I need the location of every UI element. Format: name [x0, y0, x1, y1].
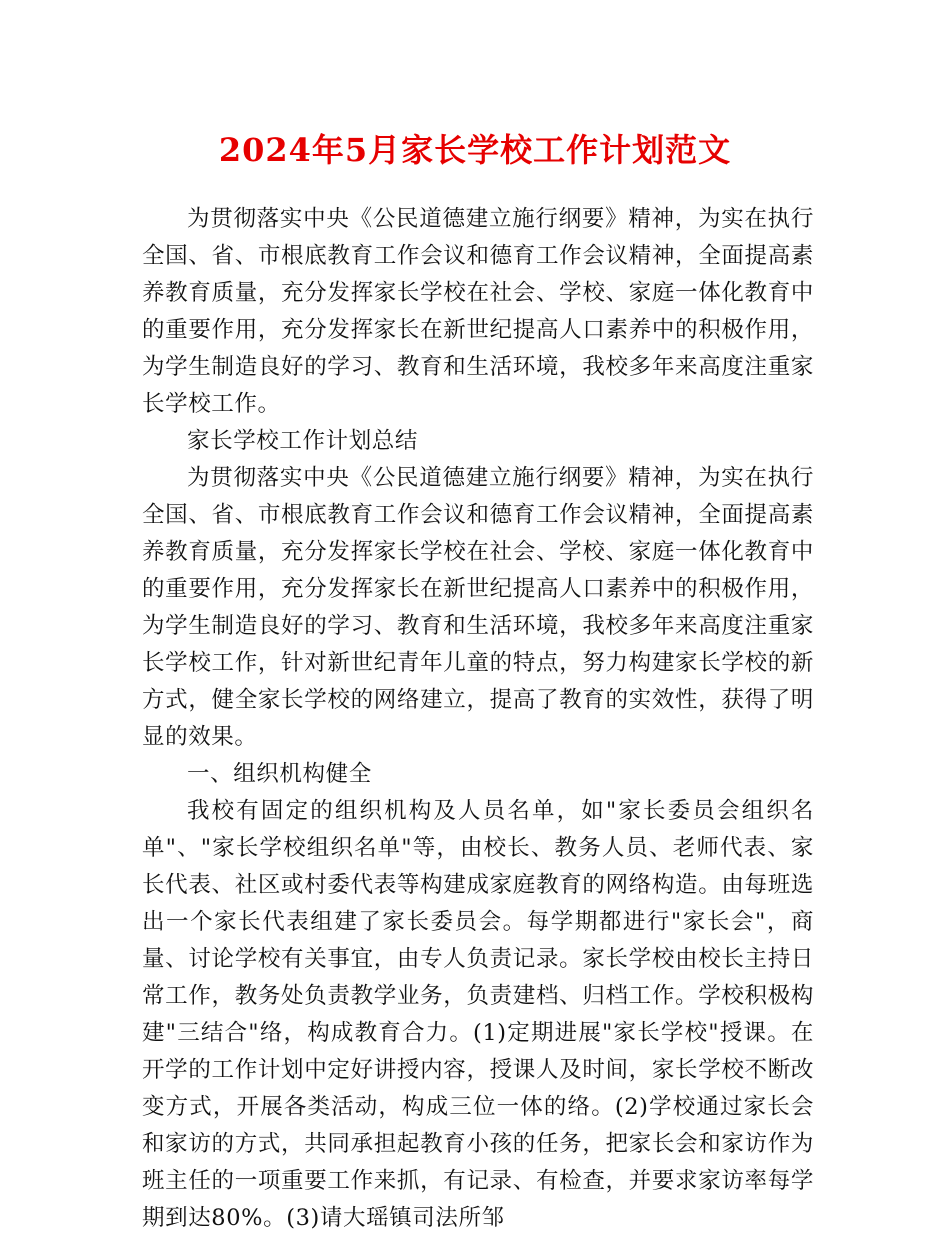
paragraph-intro: 为贯彻落实中央《公民道德建立施行纲要》精神，为实在执行全国、省、市根底教育工作会议和德育工作会议精神，全面提高素养教育质量，充分发挥家长学校在社会、学校、家庭一体化教育中的重要作用，充分发挥家长在新世纪提高人口素养中的积极作用，为学生制造良好的学习、教育和生活环境，我校多年来高度注重家长学校工作。	[142, 206, 814, 417]
section-heading-organization: 一、组织机构健全	[187, 761, 372, 787]
paragraph-organization: 我校有固定的组织机构及人员名单，如"家长委员会组织名单"、"家长学校组织名单"等，由校长、教务人员、老师代表、家长代表、社区或村委代表等构建成家庭教育的网络构造。由每班选出一个家长代表组建了家长委员会。每学期都进行"家长会"，商量、讨论学校有关事宜，由专人负责记录。家长学校由校长主持日常工作，教务处负责教学业务，负责建档、归档工作。学校积极构建"三结合"络，构成教育合力。(1)定期进展"家长学校"授课。在开学的工作计划中定好讲授内容，授课人及时间，家长学校不断改变方式，开展各类活动，构成三位一体的络。(2)学校通过家长会和家访的方式，共同承担起教育小孩的任务，把家长会和家访作为班主任的一项重要工作来抓，有记录、有检查，并要求家访率每学期到达80%。(3)请大瑶镇司法所邹	[142, 798, 814, 1231]
section-heading-summary: 家长学校工作计划总结	[187, 428, 419, 454]
document-title: 2024年5月家长学校工作计划范文	[218, 131, 732, 169]
document-body	[142, 201, 814, 1237]
paragraph-summary: 为贯彻落实中央《公民道德建立施行纲要》精神，为实在执行全国、省、市根底教育工作会议和德育工作会议精神，全面提高素养教育质量，充分发挥家长学校在社会、学校、家庭一体化教育中的重要作用，充分发挥家长在新世纪提高人口素养中的积极作用，为学生制造良好的学习、教育和生活环境，我校多年来高度注重家长学校工作，针对新世纪青年儿童的特点，努力构建家长学校的新方式，健全家长学校的网络建立，提高了教育的实效性，获得了明显的效果。	[142, 465, 814, 750]
